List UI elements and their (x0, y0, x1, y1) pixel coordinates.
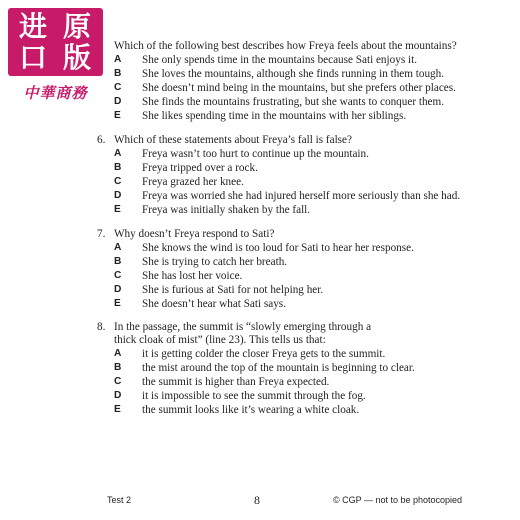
option-letter: A (114, 242, 122, 253)
option-row (97, 375, 497, 389)
option-row (97, 109, 497, 123)
option-letter: A (114, 348, 122, 359)
option-text: Freya grazed her knee. (142, 176, 244, 188)
question-number: 7. (97, 228, 106, 240)
option-letter: E (114, 404, 121, 415)
option-row (97, 95, 497, 109)
option-row (97, 361, 497, 375)
badge-subtitle: 中華商務 (23, 84, 88, 102)
option-letter: A (114, 54, 122, 65)
option-row (97, 283, 497, 297)
option-letter: C (114, 176, 122, 187)
option-letter: B (114, 362, 122, 373)
option-letter: B (114, 162, 122, 173)
option-letter: B (114, 256, 122, 267)
badge-char: 进 (18, 10, 47, 43)
option-letter: A (114, 148, 122, 159)
page-number: 8 (254, 493, 260, 507)
option-text: the summit looks like it’s wearing a white cloak. (142, 404, 360, 416)
option-text: the mist around the top of the mountain is beginning to clear. (142, 362, 415, 374)
question-stem: Which of the following best describes how Freya feels about the mountains? (114, 40, 457, 52)
option-text: She likes spending time in the mountains with her siblings. (142, 110, 407, 122)
badge-char: 版 (62, 41, 91, 74)
question-number: 8. (97, 321, 106, 333)
option-row (97, 147, 497, 161)
option-row (97, 403, 497, 417)
option-letter: B (114, 68, 122, 79)
badge-box (8, 8, 103, 76)
option-row (97, 81, 497, 95)
option-letter: D (114, 190, 122, 201)
option-text: She doesn’t hear what Sati says. (142, 298, 286, 310)
badge-char: 口 (18, 41, 47, 74)
option-text: it is impossible to see the summit through the fog. (142, 390, 366, 402)
option-letter: E (114, 204, 121, 215)
option-text: Freya was worried she had injured herself more seriously than she had. (142, 190, 461, 202)
option-text: Freya tripped over a rock. (142, 162, 258, 174)
option-text: She doesn’t mind being in the mountains, but she prefers other places. (142, 82, 456, 94)
question-number: 6. (97, 134, 106, 146)
option-text: She knows the wind is too loud for Sati to hear her response. (142, 242, 414, 254)
question-stem-line2: thick cloak of mist” (line 23). This tells us that: (114, 334, 326, 346)
option-row (97, 53, 497, 67)
option-text: Freya was initially shaken by the fall. (142, 204, 311, 216)
option-row (97, 67, 497, 81)
option-row (97, 161, 497, 175)
option-text: She finds the mountains frustrating, but she wants to conquer them. (142, 96, 445, 108)
badge-char: 原 (62, 10, 91, 43)
question-6 (97, 133, 497, 217)
option-row (97, 203, 497, 217)
question-stem: In the passage, the summit is “slowly emerging through a (114, 321, 372, 333)
question-8 (97, 320, 497, 417)
option-row (97, 255, 497, 269)
question-header (97, 227, 497, 241)
question-stem: Which of these statements about Freya’s fall is false? (114, 134, 352, 146)
option-text: She loves the mountains, although she finds running in them tough. (142, 68, 445, 80)
option-row (97, 389, 497, 403)
question-first-options (97, 53, 497, 123)
question-stem: Why doesn’t Freya respond to Sati? (114, 228, 275, 240)
option-letter: E (114, 298, 121, 309)
option-row (97, 189, 497, 203)
option-letter: D (114, 390, 122, 401)
option-text: She has lost her voice. (142, 270, 243, 282)
option-row (97, 297, 497, 311)
option-text: the summit is higher than Freya expected. (142, 376, 330, 388)
option-text: it is getting colder the closer Freya gets to the summit. (142, 348, 386, 360)
option-letter: C (114, 270, 122, 281)
option-letter: D (114, 284, 122, 295)
option-row (97, 347, 497, 361)
page-footer (0, 493, 520, 509)
option-letter: D (114, 96, 122, 107)
question-header (97, 320, 497, 347)
brand-badge (8, 8, 103, 103)
option-letter: E (114, 110, 121, 121)
question-header (97, 133, 497, 147)
option-row (97, 269, 497, 283)
question-7 (97, 227, 497, 311)
option-letter: C (114, 376, 122, 387)
option-text: Freya wasn’t too hurt to continue up the mountain. (142, 148, 369, 160)
option-text: She is trying to catch her breath. (142, 256, 288, 268)
copyright-notice: © CGP — not to be photocopied (333, 495, 463, 505)
option-text: She only spends time in the mountains because Sati enjoys it. (142, 54, 417, 66)
footer-test-label: Test 2 (107, 495, 132, 505)
option-row (97, 175, 497, 189)
option-row (97, 241, 497, 255)
option-text: She is furious at Sati for not helping her. (142, 284, 324, 296)
option-letter: C (114, 82, 122, 93)
